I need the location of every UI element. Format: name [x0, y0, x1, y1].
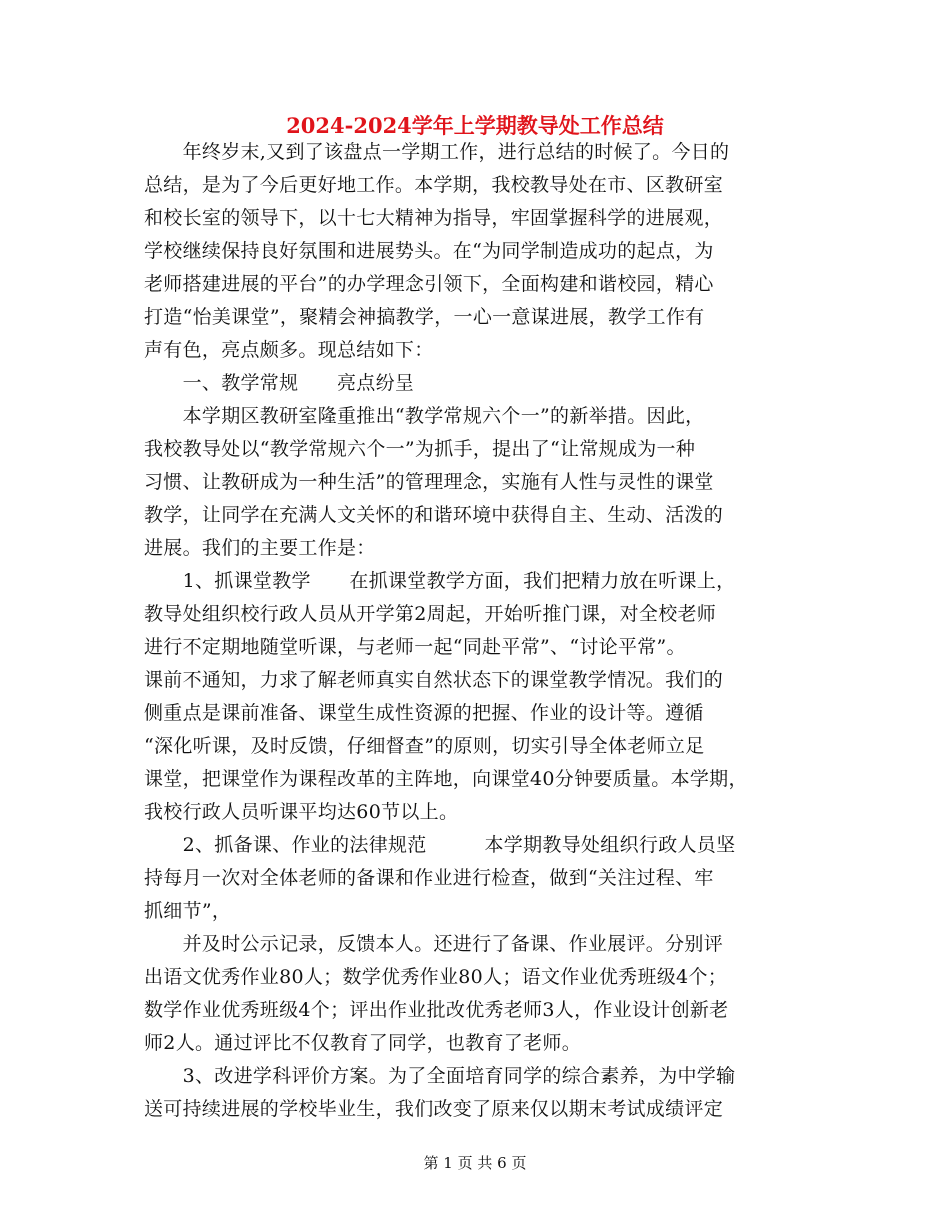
body-line: 我校行政人员听课平均达60节以上。	[144, 801, 459, 823]
body-line: 送可持续进展的学校毕业生，我们改变了原来仅以期末考试成绩评定	[144, 1098, 724, 1120]
body-line: 2、抓备课、作业的法律规范 本学期教导处组织行政人员坚	[144, 834, 736, 856]
body-line: 习惯、让教研成为一种生活”的管理理念，实施有人性与灵性的课堂	[144, 471, 714, 493]
body-line: 抓细节”，	[144, 900, 232, 922]
body-line: 打造“怡美课堂”，聚精会神搞教学，一心一意谋进展，教学工作有	[144, 306, 705, 328]
page-number-footer: 第 1 页 共 6 页	[423, 1154, 527, 1172]
document-body	[144, 136, 824, 1126]
section-heading: 一、教学常规 亮点纷呈	[144, 372, 415, 394]
body-line: 3、改进学科评价方案。为了全面培育同学的综合素养，为中学输	[144, 1065, 736, 1087]
body-line: 数学作业优秀班级4个；评出作业批改优秀老师3人，作业设计创新老	[144, 999, 729, 1021]
body-line: 师2人。通过评比不仅教育了同学，也教育了老师。	[144, 1032, 581, 1054]
body-line: 老师搭建进展的平台”的办学理念引领下，全面构建和谐校园，精心	[144, 273, 714, 295]
body-line: 年终岁末,又到了该盘点一学期工作，进行总结的时候了。今日的	[144, 141, 730, 163]
body-line: 出语文优秀作业80人；数学优秀作业80人；语文作业优秀班级4个；	[144, 966, 728, 988]
body-line: 并及时公示记录，反馈本人。还进行了备课、作业展评。分别评	[144, 933, 724, 955]
body-line: 和校长室的领导下，以十七大精神为指导，牢固掌握科学的进展观，	[144, 207, 724, 229]
body-line: 侧重点是课前准备、课堂生成性资源的把握、作业的设计等。遵循	[144, 702, 704, 724]
body-line: 总结，是为了今后更好地工作。本学期，我校教导处在市、区教研室	[144, 174, 724, 196]
body-line: “深化听课，及时反馈，仔细督查”的原则，切实引导全体老师立足	[144, 735, 705, 757]
body-line: 我校教导处以“教学常规六个一”为抓手，提出了“让常规成为一种	[144, 438, 696, 460]
body-line: 1、抓课堂教学 在抓课堂教学方面，我们把精力放在听课上，	[144, 570, 736, 592]
body-line: 学校继续保持良好氛围和进展势头。在“为同学制造成功的起点，为	[144, 240, 714, 262]
body-line: 教学，让同学在充满人文关怀的和谐环境中获得自主、生动、活泼的	[144, 504, 724, 526]
body-line: 教导处组织校行政人员从开学第2周起，开始听推门课，对全校老师	[144, 603, 717, 625]
body-line: 进展。我们的主要工作是：	[144, 537, 376, 559]
body-line: 本学期区教研室隆重推出“教学常规六个一”的新举措。因此，	[144, 405, 705, 427]
body-line: 声有色，亮点颇多。现总结如下：	[144, 339, 434, 361]
body-line: 进行不定期地随堂听课，与老师一起“同赴平常”、“讨论平常”。	[144, 636, 686, 658]
body-line: 课前不通知，力求了解老师真实自然状态下的课堂教学情况。我们的	[144, 669, 724, 691]
body-line: 持每月一次对全体老师的备课和作业进行检查，做到“关注过程、牢	[144, 867, 714, 889]
document-title: 2024-2024学年上学期教导处工作总结	[286, 113, 664, 138]
body-line: 课堂，把课堂作为课程改革的主阵地，向课堂40分钟要质量。本学期，	[144, 768, 748, 790]
